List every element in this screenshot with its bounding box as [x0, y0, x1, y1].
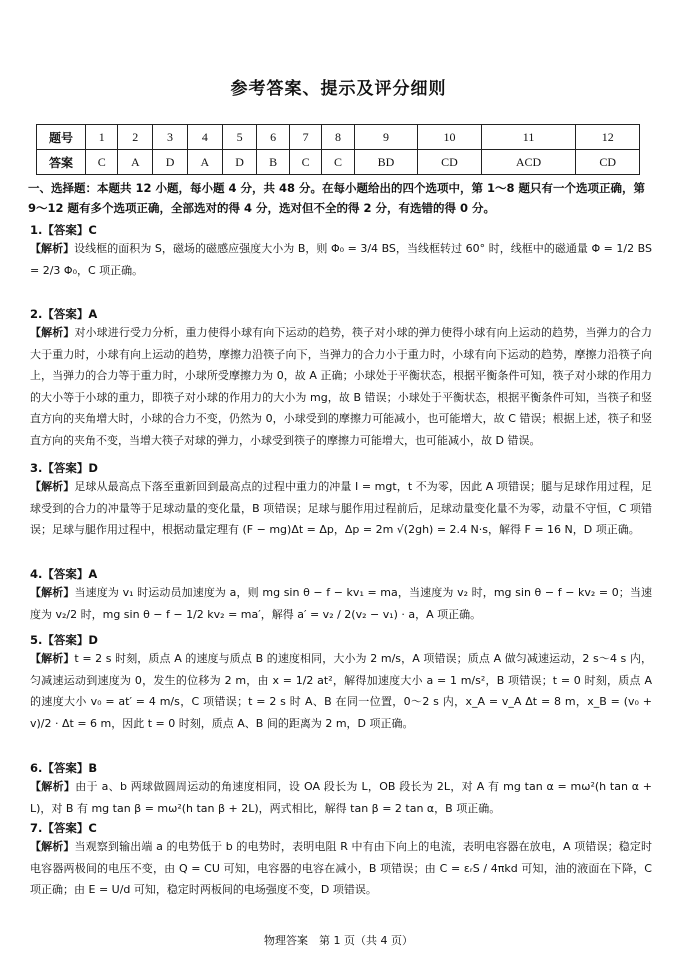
- table-cell: ACD: [481, 150, 576, 175]
- page-title: 参考答案、提示及评分细则: [230, 79, 447, 99]
- table-cell: 1: [86, 125, 118, 150]
- question-2-answer: 2.【答案】A: [30, 307, 98, 321]
- table-header-number: 题号: [37, 125, 86, 150]
- table-cell: A: [118, 150, 153, 175]
- table-cell: 7: [289, 125, 321, 150]
- answer-table: [36, 124, 640, 175]
- table-cell: D: [153, 150, 188, 175]
- question-5-analysis: [30, 648, 652, 734]
- analysis-tag: 【解析】: [30, 242, 75, 255]
- question-4-answer: 4.【答案】A: [30, 567, 98, 581]
- table-cell: B: [257, 150, 289, 175]
- table-cell: 5: [222, 125, 257, 150]
- analysis-text: 设线框的面积为 S，磁场的磁感应强度大小为 B，则 Φ₀ = 3/4 BS，当线框转过 60° 时，线框中的磁通量 Φ = 1/2 BS = 2/3 Φ₀，C 项正确。: [30, 242, 652, 277]
- analysis-text: 当观察到输出端 a 的电势低于 b 的电势时，表明电阻 R 中有由下向上的电流，表明电容器在放电，A 项错误；稳定时电容器两极间的电压不变，由 Q = CU 可知，电容器的电容在减小，B 项错误；由 C = εᵣS / 4πkd 可知，油的液面在下降，C 项正确；由 E = U/d 可知，稳定时两板间的电场强度不变，D 项错误。: [30, 840, 653, 896]
- question-6-analysis: [30, 776, 652, 819]
- question-4-analysis: [30, 582, 652, 625]
- analysis-tag: 【解析】: [30, 326, 75, 339]
- question-6-answer: 6.【答案】B: [30, 761, 98, 775]
- table-cell: C: [289, 150, 321, 175]
- analysis-text: 当速度为 v₁ 时运动员加速度为 a，则 mg sin θ − f − kv₁ = ma，当速度为 v₂ 时，mg sin θ − f − kv₂ = 0；当速度为 v₂/2 时，mg sin θ − f − 1/2 kv₂ = ma′，解得 a′ = v₂ / 2(v₂ − v₁) · a，A 项正确。: [30, 586, 652, 621]
- table-cell: 9: [354, 125, 418, 150]
- section-intro: 一、选择题：本题共 12 小题，每小题 4 分，共 48 分。在每小题给出的四个选项中，第 1～8 题只有一个选项正确，第 9～12 题有多个选项正确，全部选对的得 4 分，选对但不全的得 2 分，有选错的得 0 分。: [28, 181, 646, 215]
- question-7-analysis: [30, 836, 652, 901]
- question-3-answer: 3.【答案】D: [30, 461, 98, 475]
- table-cell: 12: [576, 125, 640, 150]
- table-cell: CD: [418, 150, 482, 175]
- table-cell: A: [187, 150, 222, 175]
- table-header-answer: 答案: [37, 150, 86, 175]
- analysis-tag: 【解析】: [30, 480, 75, 493]
- analysis-tag: 【解析】: [30, 780, 76, 793]
- table-cell: BD: [354, 150, 418, 175]
- question-5-answer: 5.【答案】D: [30, 633, 98, 647]
- question-1-answer: 1.【答案】C: [30, 223, 97, 237]
- analysis-tag: 【解析】: [30, 652, 75, 665]
- question-2-analysis: [30, 322, 652, 451]
- table-row-numbers: [37, 125, 640, 150]
- analysis-text: 足球从最高点下落至重新回到最高点的过程中重力的冲量 I = mgt，t 不为零，因此 A 项错误；腿与足球作用过程，足球受到的合力的冲量等于足球动量的变化量，B 项错误；足球与腿作用过程前后，足球动量变化量不为零，动量不守恒，C 项错误；足球与腿作用过程中，根据动量定理有 (F − mg)Δt = Δp，Δp = 2m √(2gh) = 2.4 N·s，解得 F = 16 N，D 项正确。: [30, 480, 652, 536]
- table-cell: D: [222, 150, 257, 175]
- table-cell: 6: [257, 125, 289, 150]
- table-cell: 11: [481, 125, 576, 150]
- table-row-answers: [37, 150, 640, 175]
- question-1-analysis: [30, 238, 652, 281]
- analysis-text: 对小球进行受力分析，重力使得小球有向下运动的趋势，筷子对小球的弹力使得小球有向上运动的趋势，当弹力的合力大于重力时，小球有向上运动的趋势，摩擦力沿筷子向下，当弹力的合力小于重力时，小球有向下运动的趋势，摩擦力沿筷子向上，当弹力的合力等于重力时，小球所受摩擦力为 0，故 A 正确；小球处于平衡状态，根据平衡条件可知，筷子对小球的作用力的大小等于小球的重力，即筷子对小球的作用力的大小为 mg，故 B 错误；小球处于平衡状态，根据平衡条件可知，当筷子和竖直方向的夹角增大时，小球的合力不变，仍然为 0，小球受到的摩擦力可能减小，也可能增大，故 C 错误；根据上述，筷子和竖直方向的夹角不变，当增大筷子对球的弹力，小球受到筷子的摩擦力可能增大，也可能减小，故 D 错误。: [30, 326, 652, 447]
- analysis-text: t = 2 s 时刻，质点 A 的速度与质点 B 的速度相同，大小为 2 m/s，A 项错误；质点 A 做匀减速运动，2 s～4 s 内，匀减速运动到速度为 0，发生的位移为 2 m，由 x = 1/2 at²，解得加速度大小 a = 1 m/s²，B 项错误；t = 0 时刻，质点 A 的速度大小 v₀ = at′ = 4 m/s，C 项错误；t = 2 s 时 A、B 在同一位置，0～2 s 内，x_A = v_A Δt = 8 m，x_B = (v₀ + v)/2 · Δt = 6 m，因此 t = 0 时刻，质点 A、B 间的距离为 2 m，D 项正确。: [30, 652, 652, 730]
- table-cell: 3: [153, 125, 188, 150]
- analysis-text: 由于 a、b 两球做圆周运动的角速度相同，设 OA 段长为 L，OB 段长为 2L，对 A 有 mg tan α = mω²(h tan α + L)，对 B 有 mg tan β = mω²(h tan β + 2L)，两式相比，解得 tan β = 2 tan α，B 项正确。: [30, 780, 653, 815]
- table-cell: C: [86, 150, 118, 175]
- table-cell: 10: [418, 125, 482, 150]
- page-footer: 物理答案 第 1 页（共 4 页）: [264, 934, 413, 947]
- question-3-analysis: [30, 476, 652, 541]
- analysis-tag: 【解析】: [30, 840, 75, 853]
- table-cell: 2: [118, 125, 153, 150]
- table-cell: C: [322, 150, 354, 175]
- table-cell: 8: [322, 125, 354, 150]
- table-cell: 4: [187, 125, 222, 150]
- question-7-answer: 7.【答案】C: [30, 821, 97, 835]
- analysis-tag: 【解析】: [30, 586, 75, 599]
- table-cell: CD: [576, 150, 640, 175]
